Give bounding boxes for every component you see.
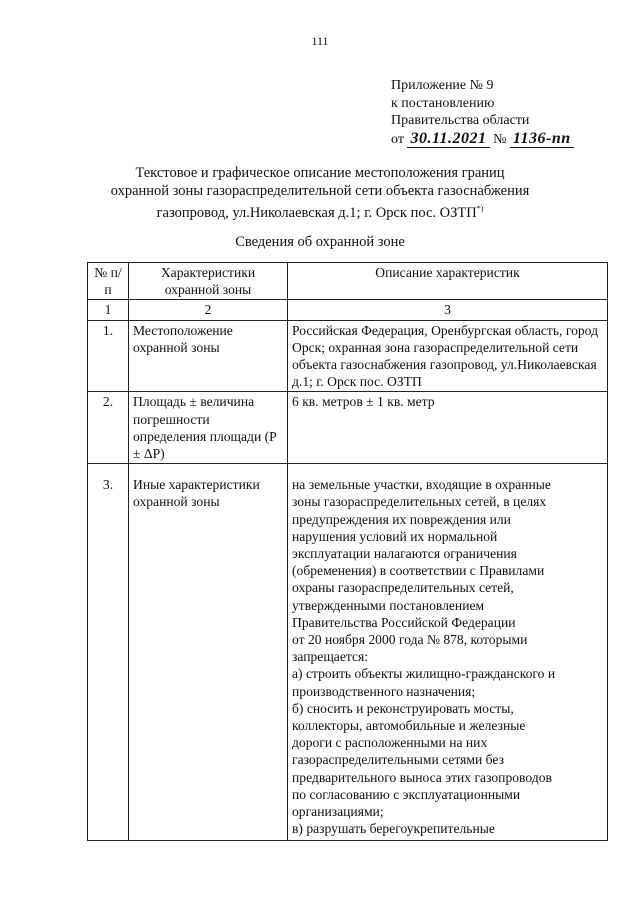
desc-line: производственного назначения; — [292, 683, 476, 699]
desc-line: эксплуатации налагаются ограничения — [292, 546, 517, 562]
table-row — [88, 392, 608, 464]
desc-line: от 20 ноября 2000 года № 878, которыми — [292, 632, 528, 648]
document-title — [0, 164, 640, 222]
table-row — [88, 320, 608, 392]
desc-line: б) сносить и реконструировать мосты, — [292, 700, 514, 716]
desc-line: по согласованию с эксплуатационными — [292, 786, 521, 802]
section-subtitle: Сведения об охранной зоне — [235, 234, 405, 250]
desc-line: охраны газораспределительных сетей, — [292, 580, 514, 596]
table-row — [88, 464, 608, 840]
number-label: № — [493, 131, 507, 147]
column-number-2: 2 — [129, 300, 288, 320]
column-numbers-row — [88, 300, 608, 320]
desc-line: на земельные участки, входящие в охранные — [292, 477, 551, 493]
desc-line: а) строить объекты жилищно-гражданского и — [292, 666, 556, 682]
title-line-3-text: газопровод, ул.Николаевская д.1; г. Орск пос. ОЗТП — [156, 204, 477, 221]
appendix-line-1: Приложение № 9 — [391, 78, 494, 93]
column-number-1: 1 — [88, 300, 129, 320]
title-line-2: охранной зоны газораспределительной сети объекта газоснабжения — [110, 183, 530, 199]
row-characteristic: Иные характеристики охранной зоны — [129, 464, 288, 840]
footnote-mark: *) — [476, 204, 484, 213]
column-number-3: 3 — [288, 300, 608, 320]
row-number: 3. — [88, 464, 129, 840]
desc-line: в) разрушать берегоукрепительные — [292, 821, 495, 837]
appendix-line-2: к постановлению — [391, 95, 495, 111]
row-characteristic: Площадь ± величина погрешности определения площади (Р ± ΔР) — [129, 392, 288, 464]
appendix-block — [391, 77, 574, 148]
handwritten-date: 30.11.2021 — [407, 130, 489, 148]
desc-line: коллекторы, автомобильные и железные — [292, 718, 526, 734]
desc-line: предупреждения их повреждения или — [292, 511, 511, 527]
row-number: 1. — [88, 320, 129, 392]
row-characteristic: Местоположение охранной зоны — [129, 320, 288, 392]
title-line-3 — [0, 200, 640, 222]
row-description: Российская Федерация, Оренбургская область, город Орск; охранная зона газораспределительной сети объекта газоснабжения газопровод, ул.Николаевская д.1; г. Орск пос. ОЗТП — [288, 320, 608, 392]
zone-table — [87, 262, 608, 841]
row-number: 2. — [88, 392, 129, 464]
header-number: № п/п — [88, 263, 129, 300]
row-description — [288, 464, 608, 840]
header-description: Описание характеристик — [288, 263, 608, 300]
title-line-1: Текстовое и графическое описание местоположения границ — [135, 165, 505, 181]
desc-line: (обременения) в соответствии с Правилами — [292, 563, 545, 579]
desc-line: газораспределительными сетями без — [292, 752, 504, 768]
handwritten-number: 1136-пп — [510, 130, 574, 148]
desc-line: утвержденными постановлением — [292, 597, 485, 613]
desc-line: запрещается: — [292, 649, 369, 665]
appendix-line-3: Правительства области — [391, 113, 530, 128]
from-label: от — [391, 131, 404, 147]
page-number: 111 — [311, 34, 329, 48]
desc-line: зоны газораспределительных сетей, в целях — [292, 494, 547, 510]
desc-line: организациями; — [292, 804, 384, 820]
row-description: 6 кв. метров ± 1 кв. метр — [288, 392, 608, 464]
desc-line: предварительного выноса этих газопроводов — [292, 769, 552, 785]
appendix-date-line — [391, 130, 574, 149]
desc-line: нарушения условий их нормальной — [292, 528, 498, 544]
table-header-row — [88, 263, 608, 300]
desc-line: дороги с расположенными на них — [292, 735, 488, 751]
header-characteristic: Характеристики охранной зоны — [129, 263, 288, 300]
desc-line: Правительства Российской Федерации — [292, 614, 516, 630]
